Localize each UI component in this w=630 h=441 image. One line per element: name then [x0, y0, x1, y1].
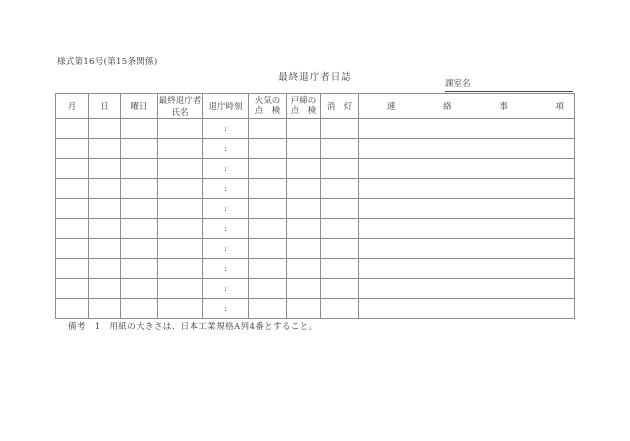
cell-lights-out: [321, 239, 359, 259]
cell-lights-out: [321, 179, 359, 199]
cell-month: [56, 199, 89, 219]
cell-door-check: [287, 299, 321, 319]
cell-weekday: [121, 239, 158, 259]
table-row: [56, 159, 575, 179]
cell-weekday: [121, 219, 158, 239]
cell-month: [56, 219, 89, 239]
cell-door-check: [287, 219, 321, 239]
cell-notes: [359, 299, 575, 319]
cell-month: [56, 299, 89, 319]
cell-notes: [359, 279, 575, 299]
time-separator: :: [224, 283, 227, 294]
header-notes-char3: 事: [499, 102, 508, 112]
table-header: [56, 94, 575, 119]
cell-notes: [359, 239, 575, 259]
cell-weekday: [121, 279, 158, 299]
header-day: 日: [89, 94, 121, 119]
header-notes-char1: 連: [387, 102, 396, 112]
cell-weekday: [121, 179, 158, 199]
table-row: [56, 199, 575, 219]
cell-door-check: [287, 119, 321, 139]
cell-fire-check: [249, 179, 287, 199]
page-title: 最終退庁者日誌: [278, 72, 352, 83]
cell-day: [89, 279, 121, 299]
cell-day: [89, 299, 121, 319]
cell-door-check: [287, 239, 321, 259]
header-notes-char4: 項: [555, 102, 564, 112]
room-name-label: 課室名: [445, 79, 471, 89]
cell-name: [158, 199, 203, 219]
time-separator: :: [224, 123, 227, 134]
cell-weekday: [121, 119, 158, 139]
cell-lights-out: [321, 259, 359, 279]
cell-door-check: [287, 159, 321, 179]
cell-name: [158, 279, 203, 299]
cell-time: [203, 219, 249, 239]
time-separator: :: [224, 143, 227, 154]
cell-name: [158, 119, 203, 139]
cell-weekday: [121, 139, 158, 159]
remarks-note: 備考 1 用紙の大きさは、日本工業規格A列4番とすること。: [68, 322, 318, 332]
time-separator: :: [224, 223, 227, 234]
form-number: 様式第16号(第15条関係): [57, 57, 158, 67]
cell-notes: [359, 259, 575, 279]
cell-fire-check: [249, 299, 287, 319]
cell-door-check: [287, 199, 321, 219]
cell-time: [203, 159, 249, 179]
header-weekday: 曜日: [121, 94, 158, 119]
cell-lights-out: [321, 279, 359, 299]
header-notes: [359, 94, 575, 119]
cell-fire-check: [249, 119, 287, 139]
time-separator: :: [224, 163, 227, 174]
cell-lights-out: [321, 219, 359, 239]
time-separator: :: [224, 243, 227, 254]
cell-time: [203, 259, 249, 279]
header-fire-check: [249, 94, 287, 119]
cell-lights-out: [321, 119, 359, 139]
header-fire-check-line2: 点 検: [254, 106, 281, 116]
cell-weekday: [121, 199, 158, 219]
header-door-check: [287, 94, 321, 119]
table-row: [56, 259, 575, 279]
cell-name: [158, 219, 203, 239]
cell-notes: [359, 159, 575, 179]
cell-notes: [359, 139, 575, 159]
cell-door-check: [287, 139, 321, 159]
table-row: [56, 239, 575, 259]
header-notes-char2: 絡: [443, 102, 452, 112]
cell-lights-out: [321, 159, 359, 179]
cell-weekday: [121, 159, 158, 179]
cell-time: [203, 179, 249, 199]
cell-fire-check: [249, 239, 287, 259]
cell-day: [89, 179, 121, 199]
cell-lights-out: [321, 139, 359, 159]
header-name: 最終退庁者氏名: [158, 94, 203, 119]
cell-day: [89, 259, 121, 279]
cell-month: [56, 239, 89, 259]
cell-name: [158, 179, 203, 199]
cell-day: [89, 119, 121, 139]
header-fire-check-line1: 火気の: [254, 96, 281, 106]
cell-name: [158, 259, 203, 279]
cell-name: [158, 139, 203, 159]
table-row: [56, 299, 575, 319]
cell-time: [203, 139, 249, 159]
cell-month: [56, 179, 89, 199]
cell-time: [203, 239, 249, 259]
cell-month: [56, 259, 89, 279]
departure-log-table: [55, 93, 575, 319]
cell-door-check: [287, 259, 321, 279]
cell-door-check: [287, 179, 321, 199]
cell-time: [203, 299, 249, 319]
cell-notes: [359, 119, 575, 139]
cell-month: [56, 159, 89, 179]
cell-fire-check: [249, 279, 287, 299]
cell-day: [89, 239, 121, 259]
cell-name: [158, 239, 203, 259]
table-body: [56, 119, 575, 319]
cell-fire-check: [249, 259, 287, 279]
table-row: [56, 139, 575, 159]
cell-time: [203, 199, 249, 219]
cell-time: [203, 119, 249, 139]
cell-day: [89, 139, 121, 159]
header-door-check-line1: 戸締の: [290, 96, 317, 106]
cell-fire-check: [249, 159, 287, 179]
cell-lights-out: [321, 199, 359, 219]
cell-fire-check: [249, 219, 287, 239]
cell-name: [158, 299, 203, 319]
time-separator: :: [224, 263, 227, 274]
time-separator: :: [224, 203, 227, 214]
header-month: 月: [56, 94, 89, 119]
room-name-field: [445, 79, 573, 92]
time-separator: :: [224, 183, 227, 194]
cell-notes: [359, 199, 575, 219]
cell-month: [56, 119, 89, 139]
header-time: 退庁時刻: [203, 94, 249, 119]
cell-weekday: [121, 299, 158, 319]
table-row: [56, 179, 575, 199]
header-door-check-line2: 点 検: [290, 106, 317, 116]
cell-lights-out: [321, 299, 359, 319]
cell-day: [89, 199, 121, 219]
time-separator: :: [224, 303, 227, 314]
table-row: [56, 279, 575, 299]
cell-name: [158, 159, 203, 179]
header-row: [56, 94, 575, 119]
cell-month: [56, 279, 89, 299]
cell-door-check: [287, 279, 321, 299]
cell-fire-check: [249, 139, 287, 159]
header-lights-out: 消 灯: [321, 94, 359, 119]
cell-notes: [359, 179, 575, 199]
cell-notes: [359, 219, 575, 239]
table-row: [56, 119, 575, 139]
cell-day: [89, 159, 121, 179]
cell-time: [203, 279, 249, 299]
cell-fire-check: [249, 199, 287, 219]
cell-day: [89, 219, 121, 239]
cell-month: [56, 139, 89, 159]
cell-weekday: [121, 259, 158, 279]
table-row: [56, 219, 575, 239]
